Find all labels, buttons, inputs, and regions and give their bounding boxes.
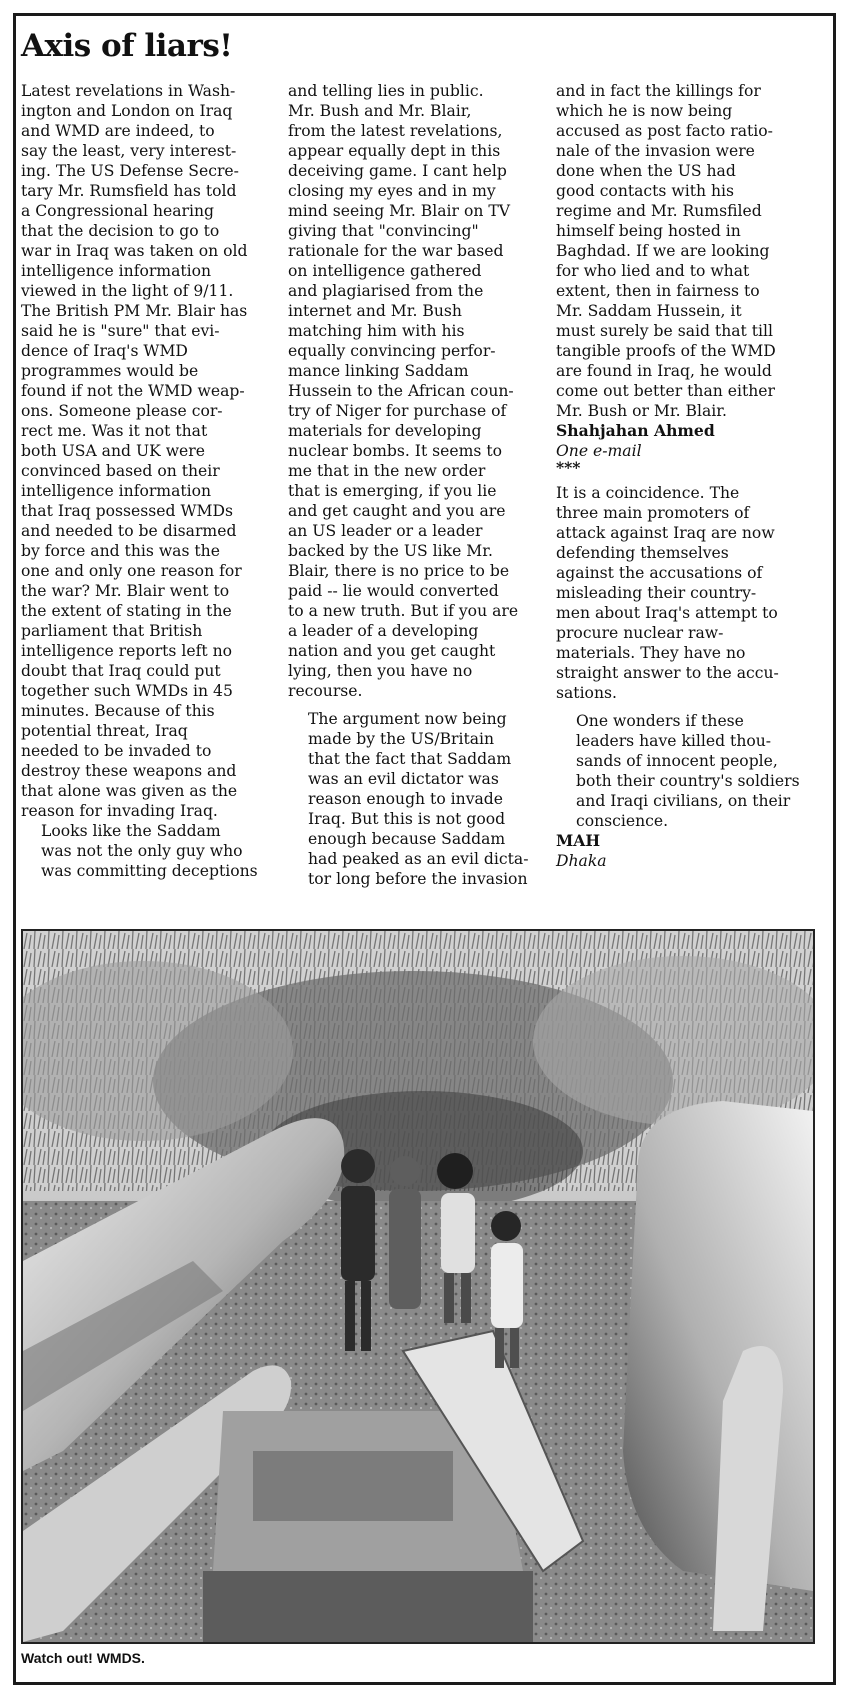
text-line: both their country's soldiers <box>576 772 800 790</box>
text-line: tor long before the invasion <box>308 870 528 888</box>
text-line: destroy these weapons and <box>21 762 237 780</box>
letter-separator: *** <box>556 458 581 477</box>
text-line: The argument now being <box>308 710 507 728</box>
text-line: Latest revelations in Wash- <box>21 82 236 100</box>
text-line: by force and this was the <box>21 542 220 560</box>
text-line: reason enough to invade <box>308 790 504 808</box>
text-line: was committing deceptions <box>41 862 258 880</box>
text-line: regime and Mr. Rumsfiled <box>556 202 762 220</box>
text-line: backed by the US like Mr. <box>288 542 493 560</box>
photo-caption: Watch out! WMDS. <box>21 1650 145 1666</box>
text-line: the war? Mr. Blair went to <box>21 582 230 600</box>
text-line: and needed to be disarmed <box>21 522 237 540</box>
text-line: misleading their country- <box>556 584 757 602</box>
text-line: equally convincing perfor- <box>288 342 496 360</box>
text-line: straight answer to the accu- <box>556 664 779 682</box>
text-line: which he is now being <box>556 102 733 120</box>
signature-place: One e-mail <box>556 442 642 460</box>
text-line: intelligence information <box>21 262 212 280</box>
text-line: The British PM Mr. Blair has <box>21 302 248 320</box>
paragraph <box>21 821 273 881</box>
text-line: to a new truth. But if you are <box>288 602 519 620</box>
text-line: made by the US/Britain <box>308 730 495 748</box>
text-line: One wonders if these <box>576 712 744 730</box>
text-line: a Congressional hearing <box>21 202 214 220</box>
text-line: good contacts with his <box>556 182 735 200</box>
text-line: Baghdad. If we are looking <box>556 242 770 260</box>
text-line: viewed in the light of 9/11. <box>21 282 234 300</box>
text-line: men about Iraq's attempt to <box>556 604 778 622</box>
text-line: an US leader or a leader <box>288 522 483 540</box>
text-line: internet and Mr. Bush <box>288 302 462 320</box>
text-line: for who lied and to what <box>556 262 750 280</box>
text-line: together such WMDs in 45 <box>21 682 233 700</box>
column-2 <box>288 81 540 889</box>
text-line: found if not the WMD weap- <box>21 382 245 400</box>
text-line: war in Iraq was taken on old <box>21 242 248 260</box>
paragraph <box>288 709 540 889</box>
text-line: deceiving game. I cant help <box>288 162 507 180</box>
text-line: leaders have killed thou- <box>576 732 772 750</box>
text-line: rationale for the war based <box>288 242 504 260</box>
text-line: sands of innocent people, <box>576 752 778 770</box>
text-line: three main promoters of <box>556 504 750 522</box>
paragraph <box>556 711 808 831</box>
text-line: minutes. Because of this <box>21 702 215 720</box>
text-line: convinced based on their <box>21 462 220 480</box>
text-line: Looks like the Saddam <box>41 822 221 840</box>
text-line: matching him with his <box>288 322 465 340</box>
column-1 <box>21 81 273 881</box>
text-line: ington and London on Iraq <box>21 102 233 120</box>
signature-name: MAH <box>556 831 601 850</box>
text-line: was an evil dictator was <box>308 770 499 788</box>
photo-illustration <box>23 931 813 1642</box>
text-line: Mr. Bush and Mr. Blair, <box>288 102 472 120</box>
text-line: that is emerging, if you lie <box>288 482 497 500</box>
text-line: are found in Iraq, he would <box>556 362 772 380</box>
text-line: that Iraq possessed WMDs <box>21 502 233 520</box>
text-line: recourse. <box>288 682 363 700</box>
text-line: say the least, very interest- <box>21 142 237 160</box>
text-line: needed to be invaded to <box>21 742 212 760</box>
text-line: procure nuclear raw- <box>556 624 724 642</box>
text-line: reason for invading Iraq. <box>21 802 218 820</box>
text-line: must surely be said that till <box>556 322 773 340</box>
text-line: had peaked as an evil dicta- <box>308 850 529 868</box>
text-line: intelligence reports left no <box>21 642 233 660</box>
text-line: a leader of a developing <box>288 622 479 640</box>
text-line: the extent of stating in the <box>21 602 232 620</box>
text-line: and in fact the killings for <box>556 82 761 100</box>
text-line: tangible proofs of the WMD <box>556 342 776 360</box>
text-line: mind seeing Mr. Blair on TV <box>288 202 510 220</box>
paragraph <box>288 81 540 701</box>
text-line: that alone was given as the <box>21 782 238 800</box>
text-line: Iraq. But this is not good <box>308 810 506 828</box>
text-line: come out better than either <box>556 382 775 400</box>
text-line: from the latest revelations, <box>288 122 503 140</box>
text-line: sations. <box>556 684 617 702</box>
text-line: try of Niger for purchase of <box>288 402 507 420</box>
news-photo <box>21 929 815 1644</box>
text-line: materials. They have no <box>556 644 746 662</box>
text-line: and Iraqi civilians, on their <box>576 792 791 810</box>
text-line: paid -- lie would converted <box>288 582 499 600</box>
article-body <box>21 81 811 901</box>
text-line: said he is "sure" that evi- <box>21 322 220 340</box>
column-3 <box>556 81 808 871</box>
text-line: Mr. Saddam Hussein, it <box>556 302 742 320</box>
text-line: parliament that British <box>21 622 203 640</box>
text-line: giving that "convincing" <box>288 222 479 240</box>
text-line: that the fact that Saddam <box>308 750 512 768</box>
headline: Axis of liars! <box>21 28 233 64</box>
text-line: both USA and UK were <box>21 442 205 460</box>
text-line: himself being hosted in <box>556 222 741 240</box>
text-line: ons. Someone please cor- <box>21 402 223 420</box>
text-line: was not the only guy who <box>41 842 243 860</box>
text-line: that the decision to go to <box>21 222 220 240</box>
text-line: and WMD are indeed, to <box>21 122 215 140</box>
text-line: against the accusations of <box>556 564 763 582</box>
text-line: tary Mr. Rumsfield has told <box>21 182 237 200</box>
text-line: lying, then you have no <box>288 662 473 680</box>
text-line: potential threat, Iraq <box>21 722 188 740</box>
text-line: nation and you get caught <box>288 642 496 660</box>
text-line: ing. The US Defense Secre- <box>21 162 239 180</box>
text-line: Hussein to the African coun- <box>288 382 514 400</box>
text-line: closing my eyes and in my <box>288 182 496 200</box>
text-line: It is a coincidence. The <box>556 484 740 502</box>
text-line: and get caught and you are <box>288 502 506 520</box>
text-line: programmes would be <box>21 362 199 380</box>
text-line: nuclear bombs. It seems to <box>288 442 503 460</box>
text-line: me that in the new order <box>288 462 486 480</box>
text-line: doubt that Iraq could put <box>21 662 221 680</box>
text-line: extent, then in fairness to <box>556 282 760 300</box>
text-line: one and only one reason for <box>21 562 242 580</box>
signature-name: Shahjahan Ahmed <box>556 421 715 440</box>
text-line: nale of the invasion were <box>556 142 755 160</box>
text-line: and telling lies in public. <box>288 82 484 100</box>
text-line: appear equally dept in this <box>288 142 501 160</box>
text-line: intelligence information <box>21 482 212 500</box>
text-line: Mr. Bush or Mr. Blair. <box>556 402 727 420</box>
text-line: Blair, there is no price to be <box>288 562 510 580</box>
text-line: dence of Iraq's WMD <box>21 342 188 360</box>
text-line: enough because Saddam <box>308 830 506 848</box>
text-line: and plagiarised from the <box>288 282 484 300</box>
text-line: attack against Iraq are now <box>556 524 775 542</box>
text-line: mance linking Saddam <box>288 362 469 380</box>
text-line: defending themselves <box>556 544 729 562</box>
paragraph <box>21 81 273 821</box>
text-line: materials for developing <box>288 422 482 440</box>
text-line: accused as post facto ratio- <box>556 122 773 140</box>
text-line: rect me. Was it not that <box>21 422 208 440</box>
paragraph <box>556 483 808 703</box>
text-line: conscience. <box>576 812 669 830</box>
paragraph <box>556 81 808 421</box>
text-line: on intelligence gathered <box>288 262 482 280</box>
text-line: done when the US had <box>556 162 736 180</box>
signature-place: Dhaka <box>556 852 607 870</box>
